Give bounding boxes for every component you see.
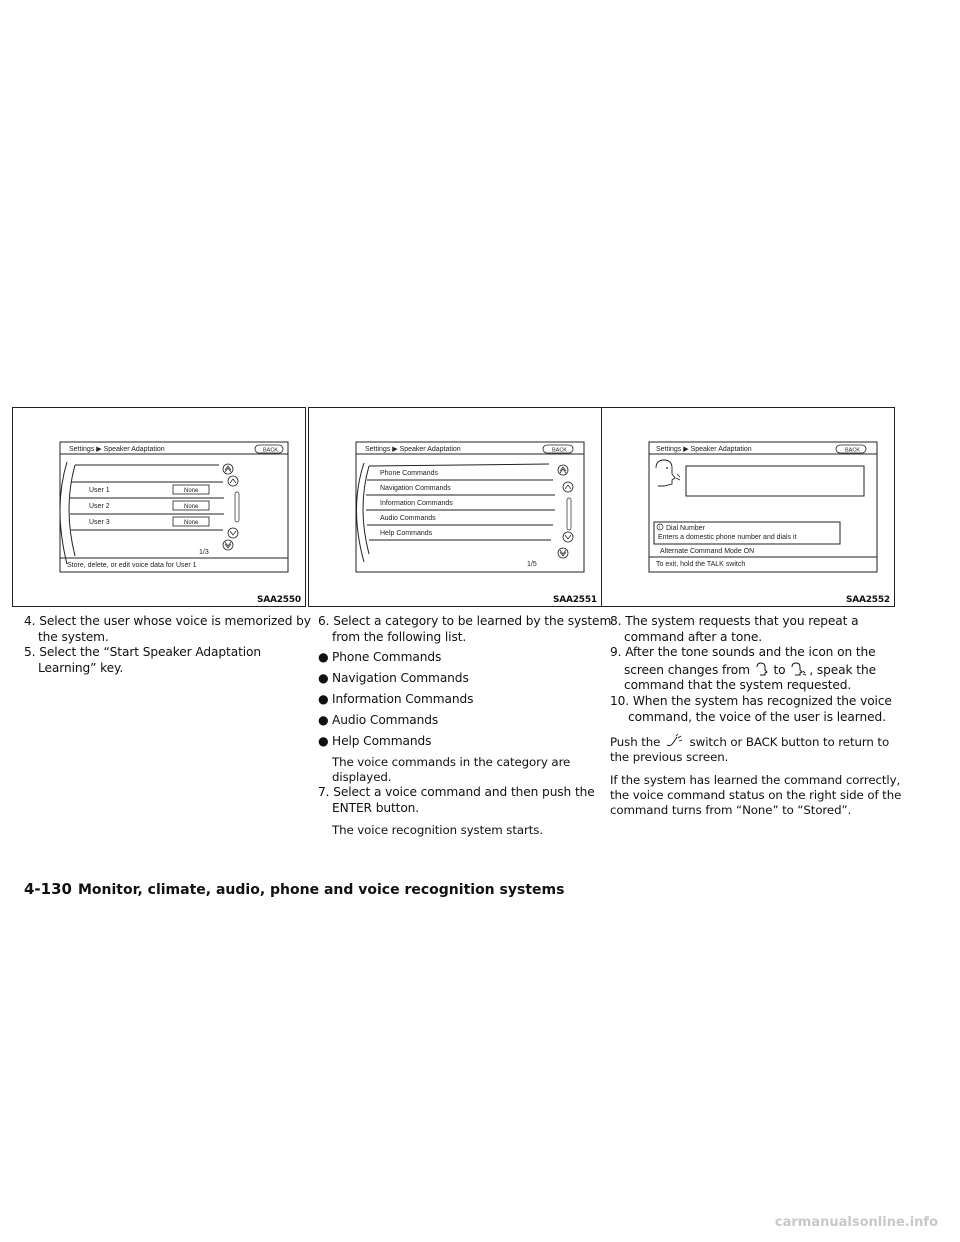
svg-text:None: None xyxy=(184,504,199,510)
svg-text:BACK: BACK xyxy=(845,447,860,454)
bullet-navigation-commands: ● Navigation Commands xyxy=(318,671,469,686)
step-7: 7. Select a voice command and then push the ENTER button. xyxy=(318,785,595,815)
svg-text:None: None xyxy=(184,520,199,526)
fig3-header: Settings ▶ Speaker Adaptation xyxy=(656,446,752,453)
fig1-footer: Store, delete, or edit voice data for User 1 xyxy=(67,562,197,569)
column-2 xyxy=(318,614,614,838)
step-6: 6. Select a category to be learned by the system from the following list. xyxy=(318,614,612,644)
fig1-row-user-2[interactable] xyxy=(89,501,209,510)
svg-text:i: i xyxy=(659,525,661,531)
figure-category-list xyxy=(308,407,602,607)
page-number: 4-130 xyxy=(24,880,72,898)
fig1-page-indicator: 1/3 xyxy=(199,549,209,556)
step-5: 5. Select the “Start Speaker Adaptation Learning” key. xyxy=(24,645,262,675)
fig2-item-information[interactable]: Information Commands xyxy=(380,500,453,507)
svg-text:BACK: BACK xyxy=(263,447,278,454)
talk-switch-icon xyxy=(664,733,686,749)
fig1-code: SAA2550 xyxy=(256,595,301,605)
fig3-back-button[interactable] xyxy=(836,445,866,454)
step-8: 8. The system requests that you repeat a command after a tone. xyxy=(610,614,859,644)
step-9: 9. After the tone sounds and the icon on the screen changes from to , speak the command that the system requested. xyxy=(610,645,876,693)
note-system-starts: The voice recognition system starts. xyxy=(332,823,543,838)
note-learned: If the system has learned the command correctly, the voice command status on the right side of the command turns from “None” to “Stored”. xyxy=(610,773,902,818)
note-return: Push the switch or BACK button to return to the previous screen. xyxy=(610,735,890,765)
page-footer xyxy=(24,880,564,898)
fig2-scroll-controls[interactable] xyxy=(558,465,573,558)
svg-text:None: None xyxy=(184,488,199,494)
fig2-item-audio[interactable]: Audio Commands xyxy=(380,515,436,522)
step-10: 10. When the system has recognized the voice command, the voice of the user is learned. xyxy=(610,693,892,724)
fig3-info-title: Dial Number xyxy=(666,525,705,532)
fig3-footer: To exit, hold the TALK switch xyxy=(656,561,746,568)
fig1-scroll-controls[interactable] xyxy=(223,464,239,550)
speaking-head-icon xyxy=(656,460,680,486)
watermark: carmanualsonline.info xyxy=(774,1215,938,1230)
fig3-mode: Alternate Command Mode ON xyxy=(660,548,755,555)
fig2-item-navigation[interactable]: Navigation Commands xyxy=(380,485,451,492)
fig1-header: Settings ▶ Speaker Adaptation xyxy=(69,446,165,453)
column-3 xyxy=(610,614,906,818)
speaking-head-icon xyxy=(789,661,809,677)
figure-user-select xyxy=(12,407,306,607)
column-1 xyxy=(24,614,320,676)
fig2-item-phone[interactable]: Phone Commands xyxy=(380,470,438,477)
fig3-info-text: Enters a domestic phone number and dials it xyxy=(658,534,797,541)
svg-text:User 1: User 1 xyxy=(89,487,110,494)
step-4: 4. Select the user whose voice is memorized by the system. xyxy=(24,614,311,644)
fig2-back-button[interactable] xyxy=(543,445,573,454)
fig2-header: Settings ▶ Speaker Adaptation xyxy=(365,446,461,453)
fig1-row-user-1[interactable] xyxy=(89,485,209,494)
head-icon xyxy=(754,661,770,677)
fig2-code: SAA2551 xyxy=(552,595,597,605)
bullet-help-commands: ● Help Commands xyxy=(318,733,432,748)
figure-command-learning xyxy=(601,407,895,607)
fig2-page-indicator: 1/5 xyxy=(527,561,537,568)
svg-text:BACK: BACK xyxy=(552,447,567,454)
fig1-row-user-3[interactable] xyxy=(89,517,209,526)
svg-text:User 2: User 2 xyxy=(89,503,110,510)
bullet-audio-commands: ● Audio Commands xyxy=(318,712,439,727)
svg-text:User 3: User 3 xyxy=(89,519,110,526)
fig2-item-help[interactable]: Help Commands xyxy=(380,530,433,537)
fig3-code: SAA2552 xyxy=(845,595,890,605)
section-title: Monitor, climate, audio, phone and voice recognition systems xyxy=(77,882,565,898)
bullet-information-commands: ● Information Commands xyxy=(318,691,474,706)
fig1-back-button[interactable] xyxy=(255,445,283,454)
note-commands-displayed: The voice commands in the category are displayed. xyxy=(332,755,571,785)
bullet-phone-commands: ● Phone Commands xyxy=(318,650,442,665)
